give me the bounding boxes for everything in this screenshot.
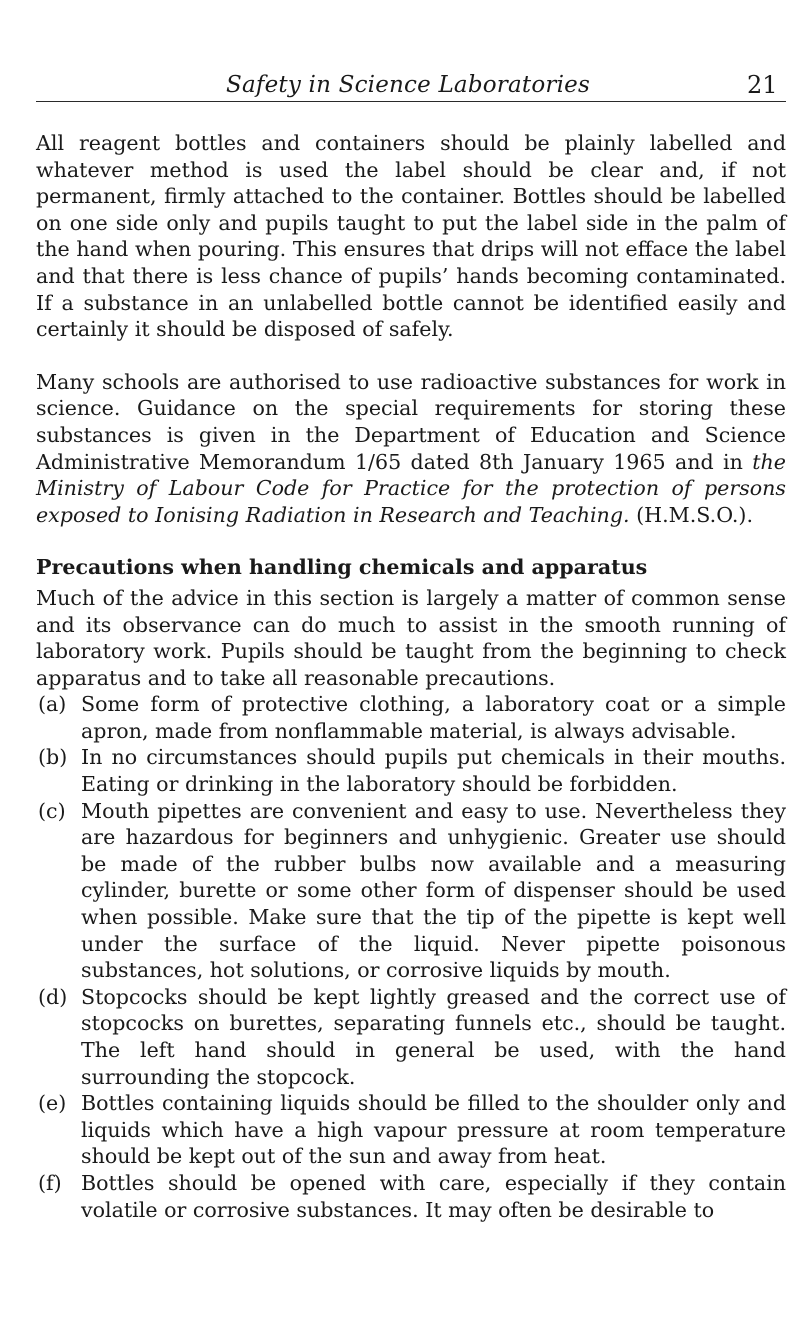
list-marker: (c) — [38, 798, 66, 823]
paragraph-labelling: All reagent bottles and containers should be plainly labelled and whatever method is used the label should be clear and, if not permanent, firmly attached to the container. Bottles should be labelled on one side only and pupils taught to put the label side in the palm of the hand when pouring. This ensures that drips will not efface the label and that there is less chance of pupils’ hands becoming contaminated. If a substance in an unlabelled bottle cannot be identified easily and certainly it should be disposed of safely. — [36, 131, 786, 342]
list-item-text: In no circumstances should pupils put chemicals in their mouths. Eating or drinking in the laboratory should be forbidden. — [81, 745, 786, 797]
list-marker: (b) — [38, 745, 68, 770]
section-heading: Precautions when handling chemicals and apparatus — [36, 555, 648, 580]
list-item — [36, 744, 786, 797]
list-item — [36, 1170, 786, 1223]
page-body — [36, 130, 786, 1223]
list-item — [36, 984, 786, 1090]
list-marker: (d) — [38, 984, 68, 1009]
list-item-text: Mouth pipettes are convenient and easy to use. Nevertheless they are hazardous for beginners and unhygienic. Greater use should be made of the rubber bulbs now available and a measuring cylinder, burette or some other form of dispenser should be used when possible. Make sure that the tip of the pipette is kept well under the surface of the liquid. Never pipette poisonous substances, hot solutions, or corrosive liquids by mouth. — [81, 798, 786, 983]
list-item — [36, 691, 786, 744]
list-item — [36, 1090, 786, 1170]
list-marker: (a) — [38, 692, 67, 717]
section-intro: Much of the advice in this section is largely a matter of common sense and its observance can do much to assist in the smooth running of laboratory work. Pupils should be taught from the beginning to check apparatus and to take all reasonable precautions. — [36, 585, 786, 690]
list-item-text: Some form of protective clothing, a laboratory coat or a simple apron, made from nonflammable material, is always advisable. — [81, 692, 786, 743]
list-item-text: Bottles containing liquids should be filled to the shoulder only and liquids which have a high vapour pressure at room temperature should be kept out of the sun and away from heat. — [81, 1091, 786, 1169]
running-head — [0, 0, 800, 104]
paragraph-radioactive-start: Many schools are authorised to use radioactive substances for work in science. Guidance on the special requirements for storing these substances is given in the Department of Education and Science Administrative Memorandum 1/65 dated 8th January 1965 and in — [36, 369, 786, 474]
list-item-text: Bottles should be opened with care, especially if they contain volatile or corrosive substances. It may often be desirable to — [81, 1170, 786, 1222]
code-of-practice-title: the Ministry of Labour Code for Practice for the protection of persons exposed to Ionising Radiation in Research and Teaching. — [36, 449, 786, 527]
list-marker: (f) — [38, 1170, 62, 1195]
running-title: Safety in Science Laboratories — [226, 72, 590, 98]
list-marker: (e) — [38, 1091, 67, 1116]
list-item — [36, 798, 786, 984]
paragraph-radioactive — [36, 369, 786, 529]
page-number: 21 — [747, 71, 778, 99]
paragraph-radioactive-end: (H.M.S.O.). — [629, 502, 754, 527]
precautions-list — [36, 691, 786, 1223]
header-rule — [36, 101, 786, 102]
list-item-text: Stopcocks should be kept lightly greased and the correct use of stopcocks on burettes, separating funnels etc., should be taught. The left hand should in general be used, with the hand surrounding the stopcock. — [81, 984, 786, 1089]
